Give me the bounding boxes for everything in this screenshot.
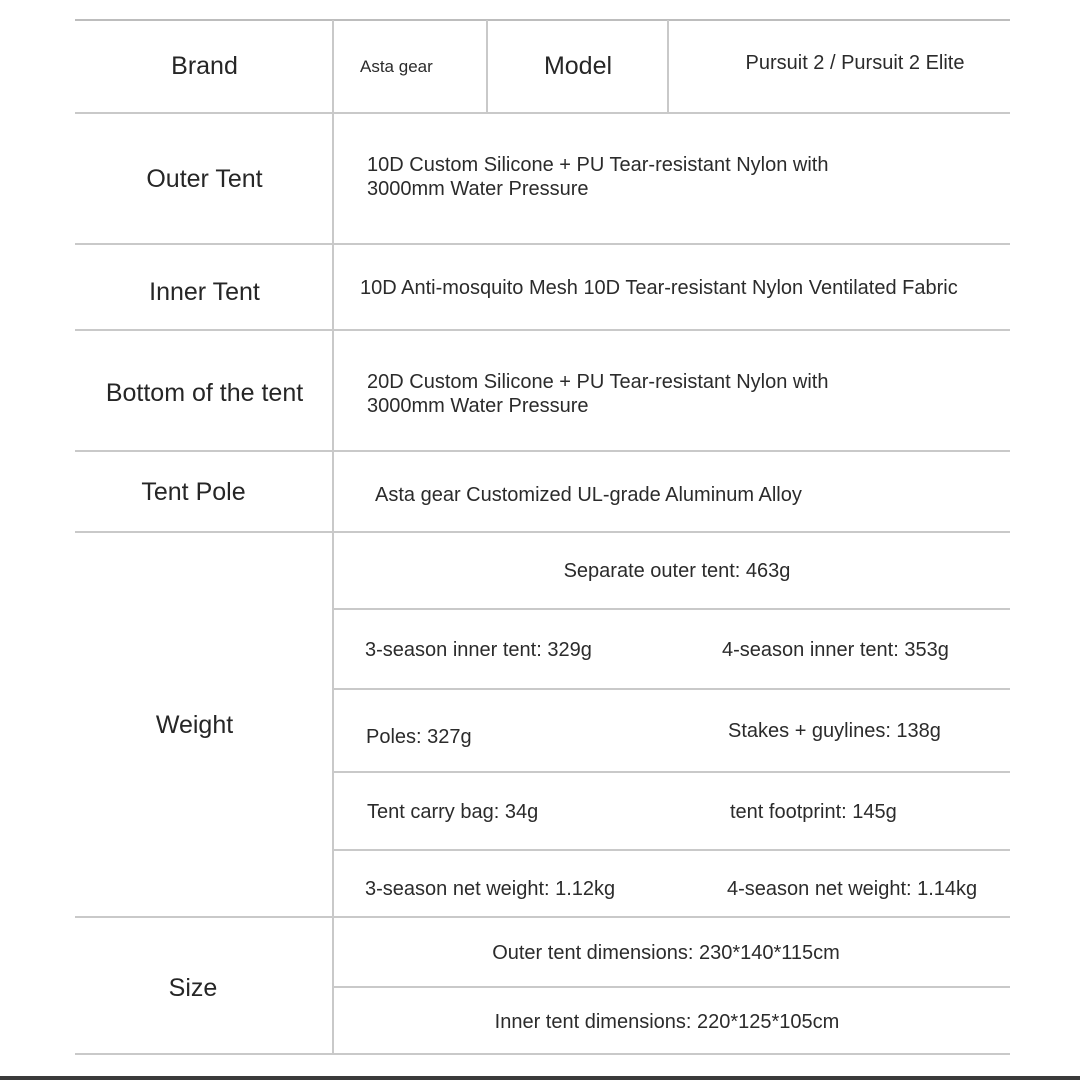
bottom-value-line2: 3000mm Water Pressure <box>367 395 589 417</box>
outer-tent-dimensions: Outer tent dimensions: 230*140*115cm <box>492 941 840 964</box>
outer-tent-value-line2: 3000mm Water Pressure <box>367 178 589 200</box>
bottom-edge-strip <box>0 1076 1080 1080</box>
inner-tent-dimensions: Inner tent dimensions: 220*125*105cm <box>494 1010 840 1033</box>
carry-bag-weight: Tent carry bag: 34g <box>367 800 539 823</box>
tent-pole-label: Tent Pole <box>141 477 246 506</box>
net-weight-4season: 4-season net weight: 1.14kg <box>727 878 978 900</box>
outer-tent-value <box>367 114 828 244</box>
bottom-value <box>367 331 828 451</box>
brand-label: Brand <box>171 52 238 80</box>
tent-pole-value: Asta gear Customized UL-grade Aluminum Alloy <box>375 484 802 506</box>
inner-tent-3season-weight: 3-season inner tent: 329g <box>365 638 592 661</box>
poles-weight: Poles: 327g <box>366 726 472 748</box>
outer-tent-value-line1: 10D Custom Silicone + PU Tear-resistant Nylon with <box>367 154 829 176</box>
inner-tent-value: 10D Anti-mosquito Mesh 10D Tear-resistant Nylon Ventilated Fabric <box>360 277 958 299</box>
bottom-label: Bottom of the tent <box>105 378 304 407</box>
model-label: Model <box>543 52 613 80</box>
inner-tent-4season-weight: 4-season inner tent: 353g <box>722 638 949 661</box>
stakes-guylines-weight: Stakes + guylines: 138g <box>728 720 941 742</box>
net-weight-3season: 3-season net weight: 1.12kg <box>365 878 616 900</box>
weight-label: Weight <box>155 710 234 739</box>
inner-tent-label: Inner Tent <box>149 277 260 306</box>
brand-value: Asta gear <box>360 56 433 76</box>
bottom-value-line1: 20D Custom Silicone + PU Tear-resistant Nylon with <box>367 371 829 393</box>
outer-tent-label: Outer Tent <box>146 164 263 193</box>
model-value: Pursuit 2 / Pursuit 2 Elite <box>745 51 965 74</box>
size-label: Size <box>168 973 218 1002</box>
separate-outer-tent-weight: Separate outer tent: 463g <box>563 560 791 582</box>
footprint-weight: tent footprint: 145g <box>730 800 897 823</box>
